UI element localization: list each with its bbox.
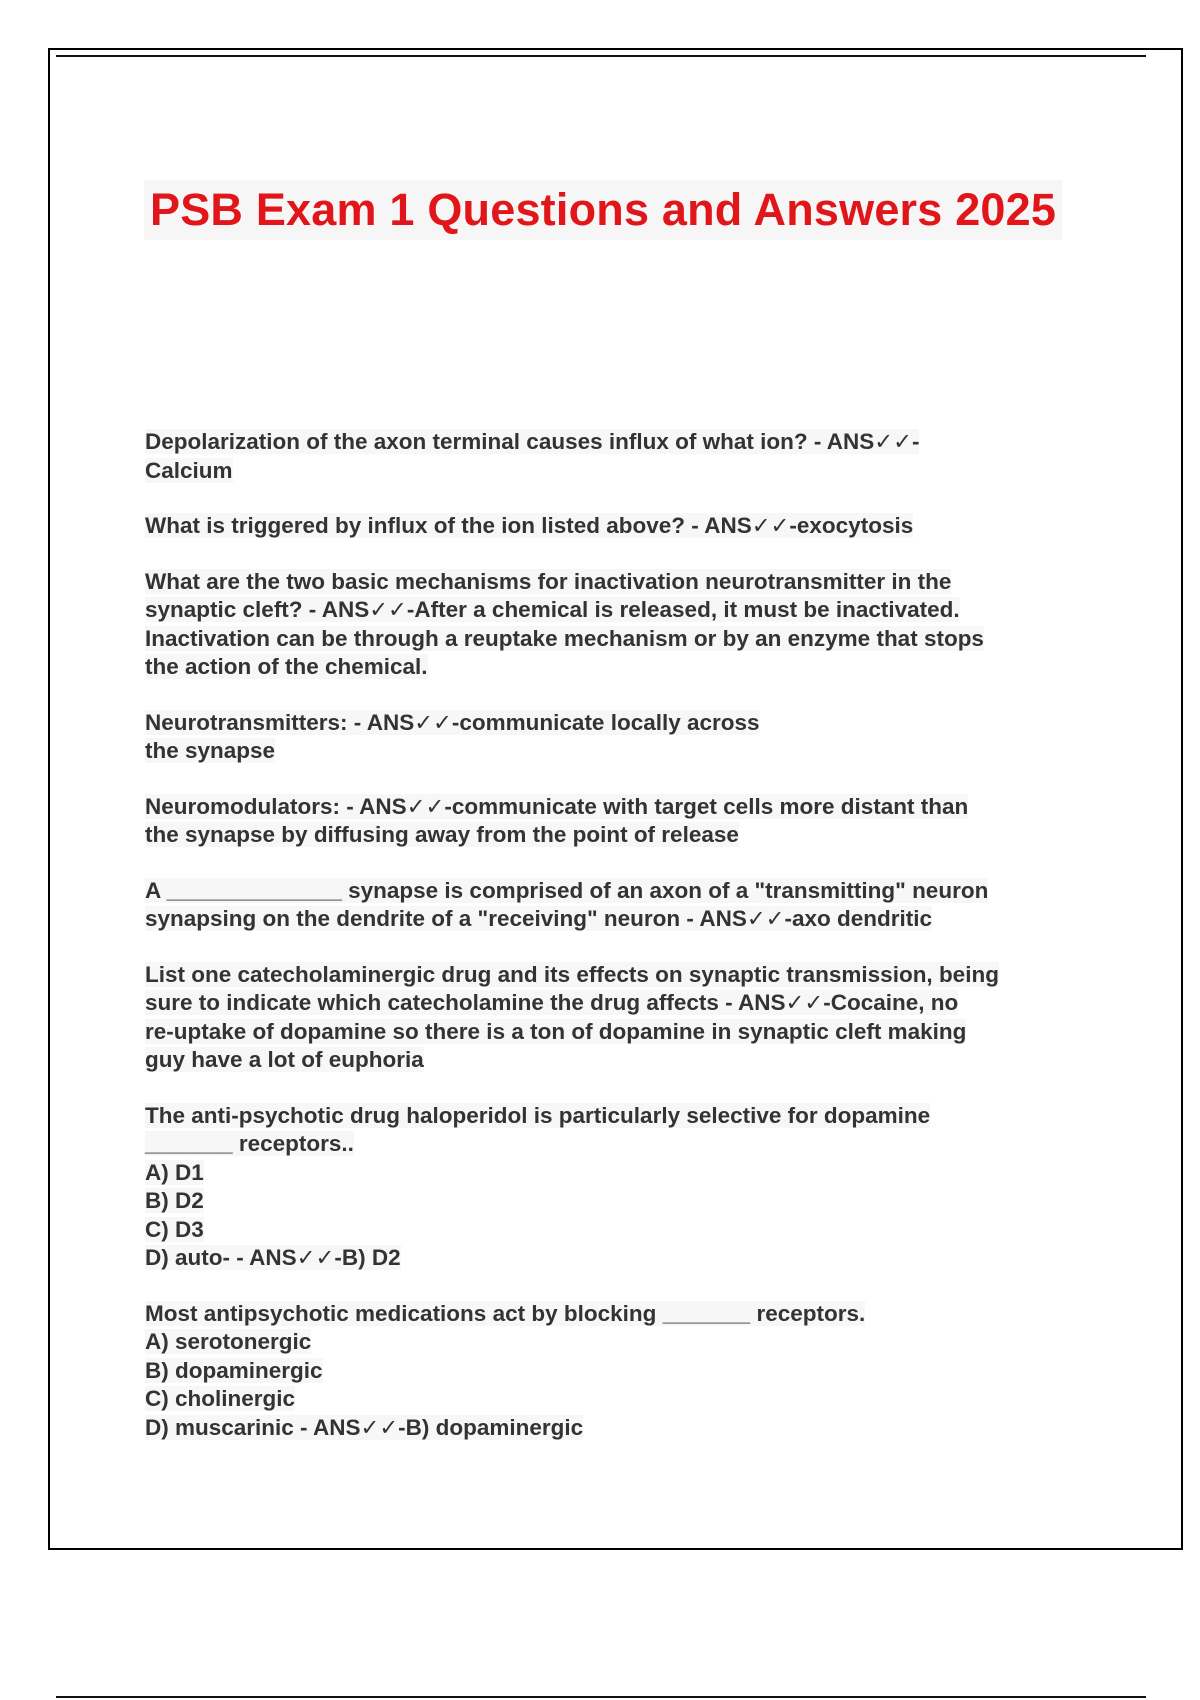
qa-item — [145, 877, 1095, 934]
qa-text: Depolarization of the axon terminal causes influx of what ion? - ANS✓✓- Calcium — [145, 429, 920, 483]
qa-item — [145, 709, 1095, 766]
qa-text: List one catecholaminergic drug and its effects on synaptic transmission, being sure to indicate which catecholamine the drug affects - ANS✓✓-Cocaine, no re-uptake of dopamine so there is a ton of dopamine in synaptic cleft making guy have a lot of euphoria — [145, 961, 999, 1072]
qa-text: Neuromodulators: - ANS✓✓-communicate with target cells more distant than the synapse by diffusing away from the point of release — [145, 793, 969, 847]
qa-item — [145, 1300, 1095, 1443]
qa-text: Most antipsychotic medications act by blocking _______ receptors. A) serotonergic B) dopaminergic C) cholinergic D) muscarinic - ANS✓✓-B) dopaminergic — [145, 1300, 866, 1440]
bottom-rule — [56, 1696, 1146, 1698]
qa-text: Neurotransmitters: - ANS✓✓-communicate locally across the synapse — [145, 709, 760, 763]
qa-item — [145, 428, 1095, 485]
qa-text: What is triggered by influx of the ion listed above? - ANS✓✓-exocytosis — [145, 513, 914, 538]
qa-item — [145, 1102, 1095, 1273]
qa-item — [145, 961, 1095, 1075]
qa-item — [145, 568, 1095, 682]
qa-list — [145, 428, 1095, 1469]
qa-item — [145, 793, 1095, 850]
document-title: PSB Exam 1 Questions and Answers 2025 — [144, 180, 1062, 240]
qa-text: A ______________ synapse is comprised of an axon of a "transmitting" neuron synapsing on the dendrite of a "receiving" neuron - ANS✓✓-axo dendritic — [145, 877, 989, 931]
qa-item — [145, 512, 1095, 541]
qa-text: What are the two basic mechanisms for inactivation neurotransmitter in the synaptic cleft? - ANS✓✓-After a chemical is released, it must be inactivated. Inactivation can be through a reuptake mechanism or by an enzyme that stops the action of the chemical. — [145, 568, 984, 679]
qa-text: The anti-psychotic drug haloperidol is particularly selective for dopamine _______ receptors.. A) D1 B) D2 C) D3 D) auto- - ANS✓✓-B) D2 — [145, 1102, 931, 1270]
